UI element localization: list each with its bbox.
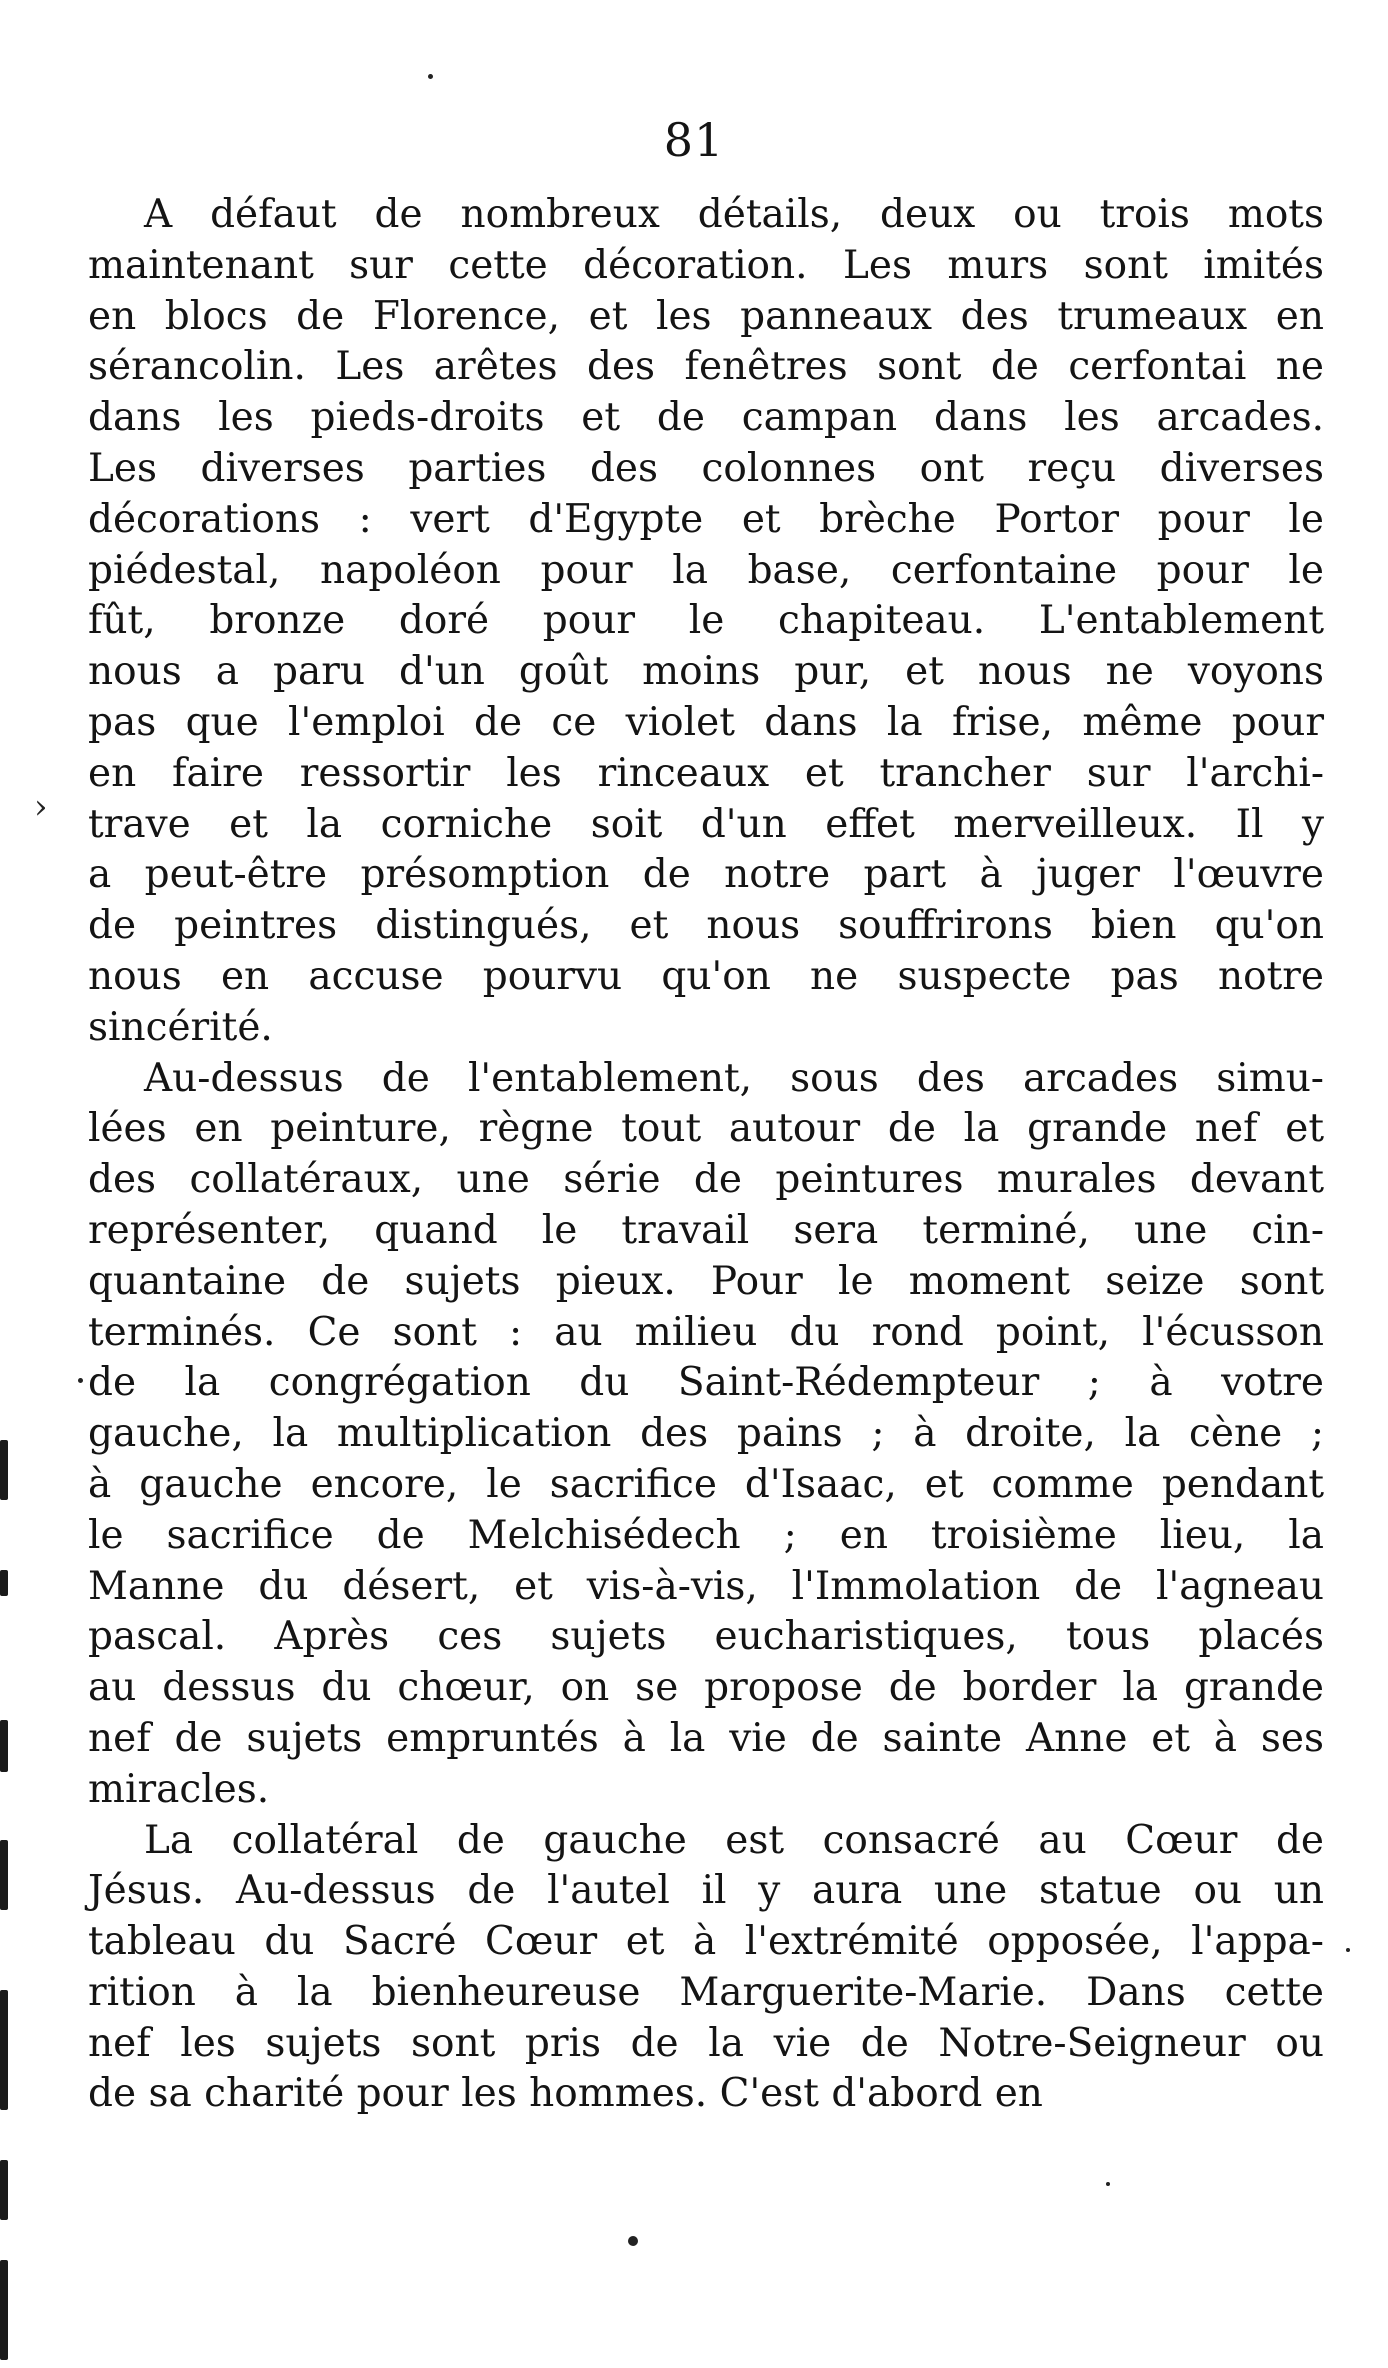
text-line: Manne du désert, et vis-à-vis, l'Immolation de l'agneau: [88, 1563, 1324, 1609]
scan-speck: [628, 2236, 638, 2246]
text-line: nous en accuse pourvu qu'on ne suspecte pas notre: [88, 953, 1324, 999]
scan-speck: [428, 74, 433, 79]
text-line: tableau du Sacré Cœur et à l'extrémité opposée, l'appa-: [88, 1919, 1324, 1965]
text-line: le sacrifice de Melchisédech ; en troisième lieu, la: [88, 1512, 1324, 1558]
text-line: gauche, la multiplication des pains ; à droite, la cène ;: [88, 1411, 1324, 1457]
text-line: La collatéral de gauche est consacré au Cœur de: [144, 1817, 1324, 1863]
text-line: en faire ressortir les rinceaux et trancher sur l'archi-: [88, 750, 1324, 796]
text-line: de sa charité pour les hommes. C'est d'abord en: [88, 2071, 1043, 2117]
text-line: sincérité.: [88, 1004, 273, 1050]
text-line: sérancolin. Les arêtes des fenêtres sont de cerfontai ne: [88, 344, 1324, 390]
text-line: nef de sujets empruntés à la vie de sainte Anne et à ses: [88, 1715, 1324, 1761]
text-line: lées en peinture, règne tout autour de la grande nef et: [88, 1106, 1324, 1152]
text-line: pas que l'emploi de ce violet dans la frise, même pour: [88, 699, 1324, 745]
text-line: de la congrégation du Saint-Rédempteur ; à votre: [88, 1360, 1324, 1406]
text-line: rition à la bienheureuse Marguerite-Marie. Dans cette: [88, 1969, 1324, 2015]
text-line: pascal. Après ces sujets eucharistiques, tous placés: [88, 1614, 1324, 1660]
text-line: Jésus. Au-dessus de l'autel il y aura une statue ou un: [88, 1868, 1324, 1914]
body-text: [88, 190, 1324, 2120]
text-line: nous a paru d'un goût moins pur, et nous ne voyons: [88, 649, 1324, 695]
text-line: A défaut de nombreux détails, deux ou trois mots: [144, 192, 1324, 237]
text-line: à gauche encore, le sacrifice d'Isaac, et comme pendant: [88, 1461, 1324, 1507]
text-line: quantaine de sujets pieux. Pour le moment seize sont: [88, 1258, 1324, 1304]
text-line: miracles.: [88, 1766, 270, 1812]
scan-edge-mark: [0, 1840, 8, 1910]
scan-edge-mark: [0, 1440, 8, 1500]
paragraph-2: [88, 1054, 1324, 1816]
scan-edge-mark: [0, 2160, 8, 2220]
scan-speck: [78, 1378, 83, 1383]
text-line: représenter, quand le travail sera terminé, une cin-: [88, 1207, 1324, 1253]
text-line: en blocs de Florence, et les panneaux des trumeaux en: [88, 293, 1324, 339]
scan-edge-mark: [0, 1990, 8, 2110]
paragraph-1: [88, 190, 1324, 1054]
text-line: terminés. Ce sont : au milieu du rond point, l'écusson: [88, 1309, 1324, 1355]
text-line: nef les sujets sont pris de la vie de Notre-Seigneur ou: [88, 2020, 1324, 2066]
text-line: Au-dessus de l'entablement, sous des arcades simu-: [144, 1055, 1324, 1101]
text-line: dans les pieds-droits et de campan dans les arcades.: [88, 395, 1324, 441]
text-line: fût, bronze doré pour le chapiteau. L'entablement: [88, 598, 1324, 644]
text-line: trave et la corniche soit d'un effet merveilleux. Il y: [88, 801, 1324, 847]
text-line: piédestal, napoléon pour la base, cerfontaine pour le: [88, 547, 1324, 593]
text-line: a peut-être présomption de notre part à juger l'œuvre: [88, 852, 1324, 898]
text-line: au dessus du chœur, on se propose de border la grande: [88, 1665, 1324, 1711]
scan-speck: [1106, 2182, 1110, 2186]
page-number: 81: [663, 113, 725, 167]
paragraph-3: [88, 1816, 1324, 2121]
text-line: Les diverses parties des colonnes ont reçu diverses: [88, 445, 1324, 491]
text-line: décorations : vert d'Egypte et brèche Portor pour le: [88, 496, 1324, 542]
scan-edge-mark: [0, 2260, 8, 2360]
margin-mark: ›: [34, 787, 48, 827]
text-line: de peintres distingués, et nous souffrirons bien qu'on: [88, 903, 1324, 949]
scan-edge-mark: [0, 1570, 8, 1596]
scan-edge-mark: [0, 1720, 8, 1772]
text-line: des collatéraux, une série de peintures murales devant: [88, 1157, 1324, 1203]
text-line: maintenant sur cette décoration. Les murs sont imités: [88, 242, 1324, 288]
scan-speck: [1346, 1948, 1350, 1952]
